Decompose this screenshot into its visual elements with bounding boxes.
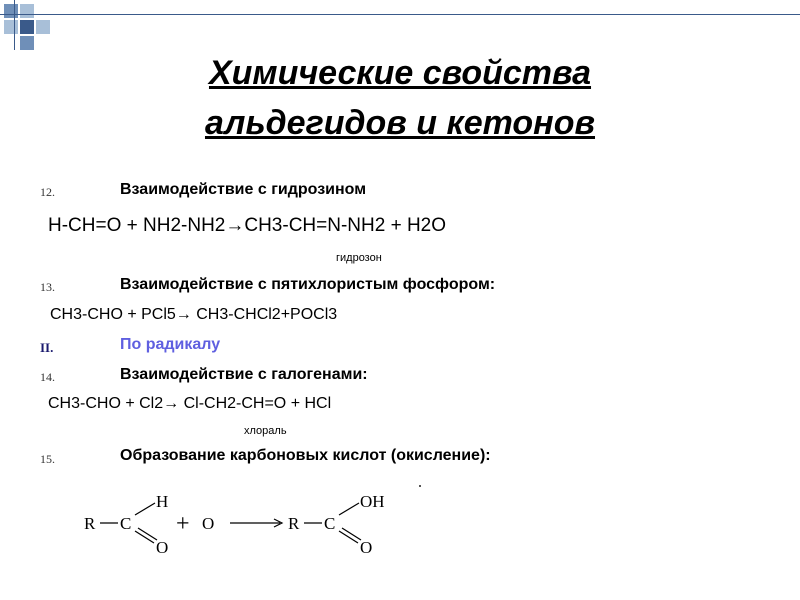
reaction-equation: CH3-CHO + Cl2→ Cl-CH2-CH=O + HCl [48,395,332,412]
plus-sign: + [176,511,190,537]
product-r: R [288,514,300,533]
section-heading: По радикалу [120,336,221,353]
title-line-2: альдегидов и кетонов [204,104,596,142]
title-line-1: Химические свойства [208,54,592,92]
decor-square [4,4,18,18]
reaction-equation: CH3-CHO + PCl5→ CH3-CHCl2+POCl3 [50,306,338,323]
item-heading: Взаимодействие с пятихлористым фосфором: [120,276,496,293]
product-label: гидрозон [336,252,382,264]
bond-c-h [135,503,155,515]
item-number: 12. [40,185,55,199]
page-title [0,48,800,148]
product-label: хлораль [244,425,287,437]
product-o: O [360,538,373,557]
oxygen: O [202,514,215,533]
decor-horizontal-line [0,14,800,15]
reactant-h: H [156,492,169,511]
item-heading: Взаимодействие с гидрозином [120,181,367,198]
decor-vertical-line [14,0,15,50]
item-number: 13. [40,280,55,294]
decor-square [20,20,34,34]
reactant-c: C [120,514,132,533]
item-heading: Взаимодействие с галогенами: [120,366,368,383]
bond-c-oh [339,503,359,515]
decor-square [36,20,50,34]
section-number: II. [40,340,54,355]
item-number: 14. [40,370,55,384]
product-oh: OH [360,492,385,511]
item-heading: Образование карбоновых кислот (окисление): [120,447,491,464]
item-number: 15. [40,452,55,466]
reactant-r: R [84,514,96,533]
reaction-equation: H-CH=O + NH2-NH2→CH3-CH=N-NH2 + H2O [48,215,447,236]
decor-square [20,4,34,18]
oxidation-reaction-scheme [80,485,420,565]
reactant-o: O [156,538,169,557]
decor-square [4,20,18,34]
product-c: C [324,514,336,533]
